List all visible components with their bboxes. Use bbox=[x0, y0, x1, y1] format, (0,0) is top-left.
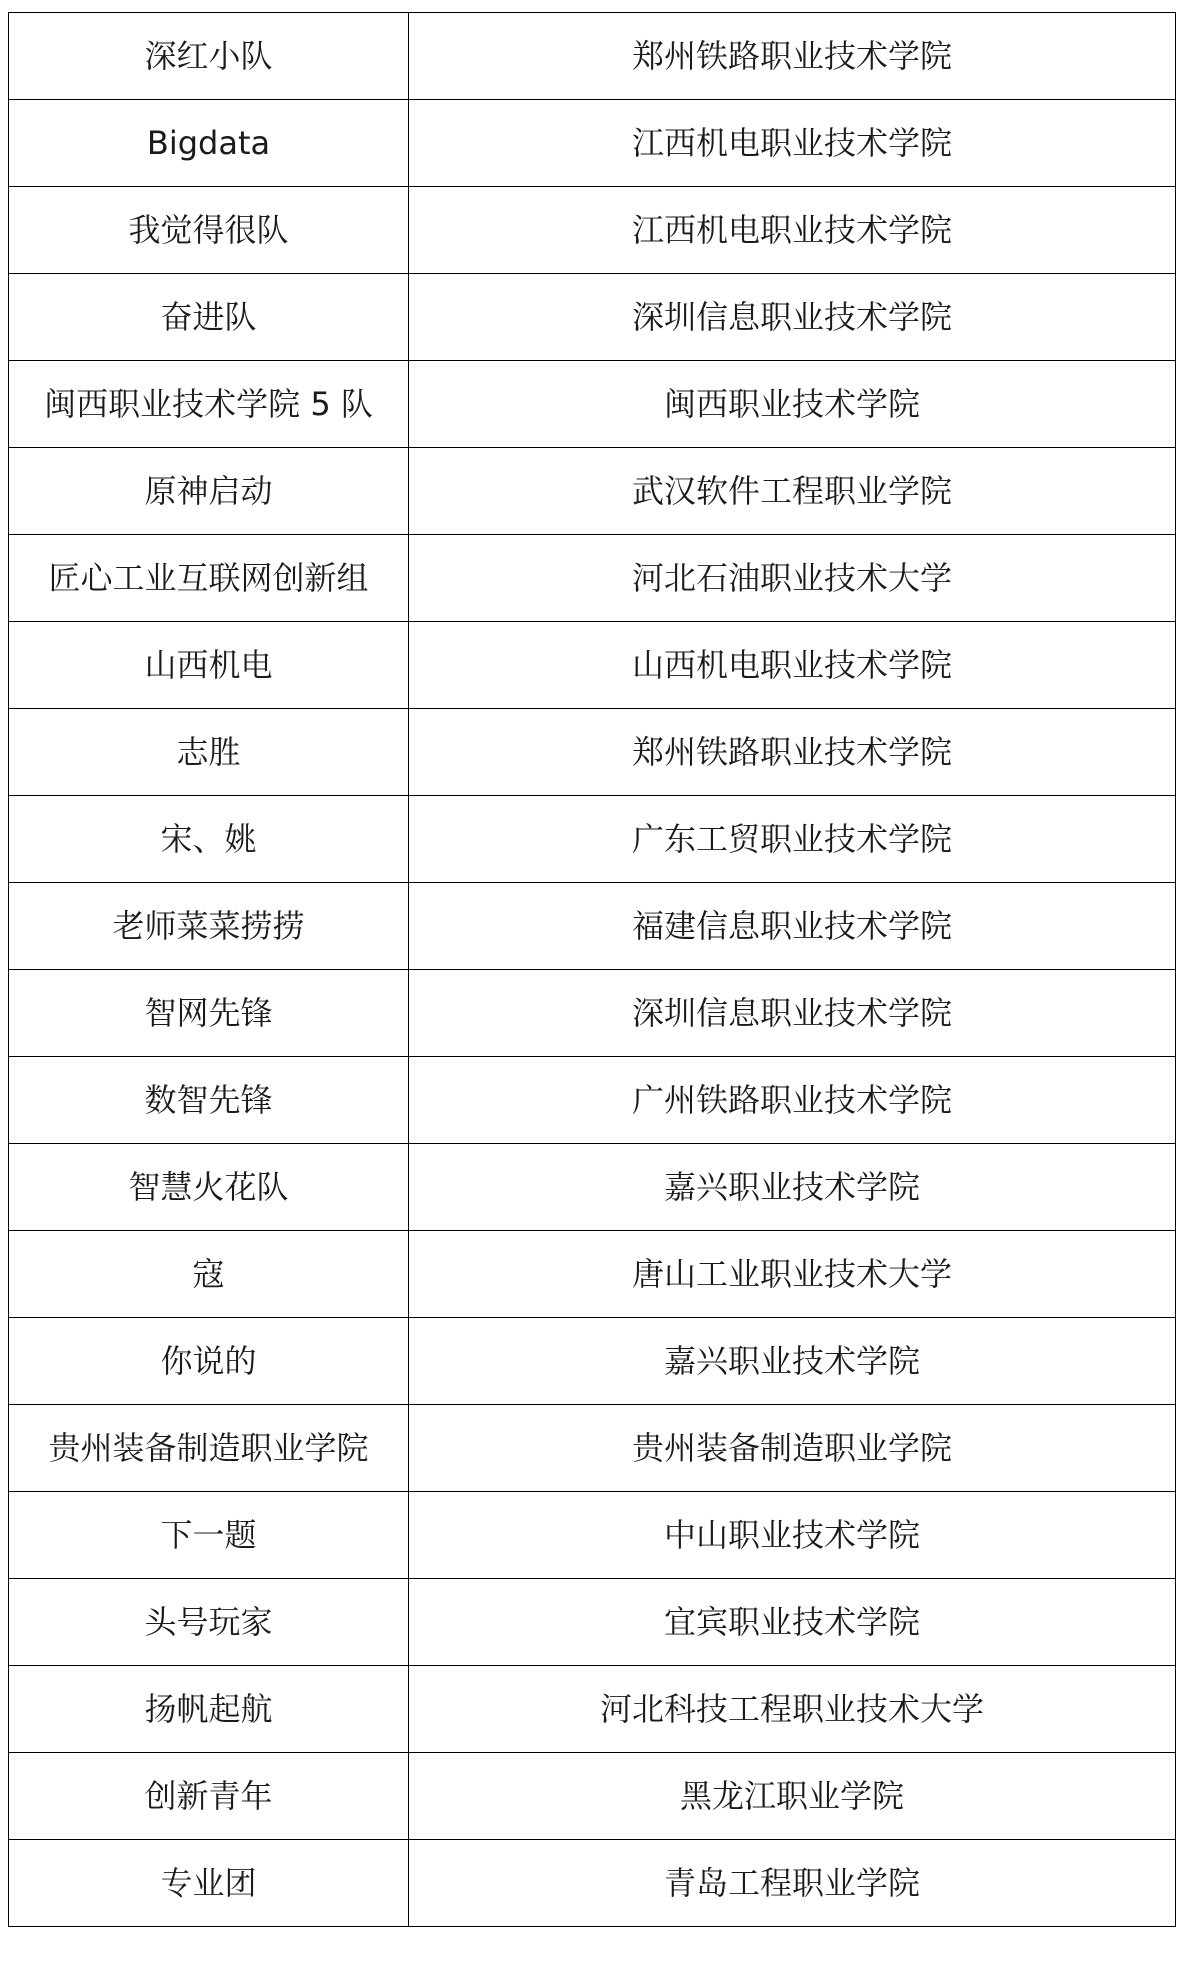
school-name-cell: 郑州铁路职业技术学院 bbox=[409, 709, 1176, 796]
team-name-cell: 数智先锋 bbox=[9, 1057, 409, 1144]
table-row bbox=[9, 622, 1176, 709]
team-name-cell: 寇 bbox=[9, 1231, 409, 1318]
school-name-cell: 福建信息职业技术学院 bbox=[409, 883, 1176, 970]
table-row bbox=[9, 535, 1176, 622]
table-row bbox=[9, 1318, 1176, 1405]
team-name-cell: 创新青年 bbox=[9, 1753, 409, 1840]
team-name-cell: 贵州装备制造职业学院 bbox=[9, 1405, 409, 1492]
table-row bbox=[9, 1231, 1176, 1318]
table-row bbox=[9, 1579, 1176, 1666]
table-row bbox=[9, 1405, 1176, 1492]
team-name-cell: 我觉得很队 bbox=[9, 187, 409, 274]
table-row bbox=[9, 883, 1176, 970]
team-name-cell: 原神启动 bbox=[9, 448, 409, 535]
school-name-cell: 广东工贸职业技术学院 bbox=[409, 796, 1176, 883]
team-name-cell: 扬帆起航 bbox=[9, 1666, 409, 1753]
school-name-cell: 武汉软件工程职业学院 bbox=[409, 448, 1176, 535]
team-name-cell: 山西机电 bbox=[9, 622, 409, 709]
table-row bbox=[9, 1144, 1176, 1231]
school-name-cell: 嘉兴职业技术学院 bbox=[409, 1318, 1176, 1405]
school-name-cell: 宜宾职业技术学院 bbox=[409, 1579, 1176, 1666]
school-name-cell: 贵州装备制造职业学院 bbox=[409, 1405, 1176, 1492]
table-row bbox=[9, 187, 1176, 274]
team-name-cell: 老师菜菜捞捞 bbox=[9, 883, 409, 970]
team-name-cell: 奋进队 bbox=[9, 274, 409, 361]
table-row bbox=[9, 1753, 1176, 1840]
team-name-cell: 宋、姚 bbox=[9, 796, 409, 883]
school-name-cell: 嘉兴职业技术学院 bbox=[409, 1144, 1176, 1231]
team-name-cell: 下一题 bbox=[9, 1492, 409, 1579]
table-row bbox=[9, 709, 1176, 796]
school-name-cell: 深圳信息职业技术学院 bbox=[409, 970, 1176, 1057]
team-name-cell: 智慧火花队 bbox=[9, 1144, 409, 1231]
table-row bbox=[9, 13, 1176, 100]
school-name-cell: 山西机电职业技术学院 bbox=[409, 622, 1176, 709]
table-row bbox=[9, 361, 1176, 448]
school-name-cell: 河北石油职业技术大学 bbox=[409, 535, 1176, 622]
team-name-cell: 专业团 bbox=[9, 1840, 409, 1927]
team-name-cell: 匠心工业互联网创新组 bbox=[9, 535, 409, 622]
team-name-cell: Bigdata bbox=[9, 100, 409, 187]
table-row bbox=[9, 100, 1176, 187]
table-row bbox=[9, 1057, 1176, 1144]
school-name-cell: 闽西职业技术学院 bbox=[409, 361, 1176, 448]
school-name-cell: 河北科技工程职业技术大学 bbox=[409, 1666, 1176, 1753]
team-name-cell: 闽西职业技术学院 5 队 bbox=[9, 361, 409, 448]
school-name-cell: 中山职业技术学院 bbox=[409, 1492, 1176, 1579]
table-row bbox=[9, 796, 1176, 883]
school-name-cell: 唐山工业职业技术大学 bbox=[409, 1231, 1176, 1318]
table-row bbox=[9, 1666, 1176, 1753]
table-row bbox=[9, 1492, 1176, 1579]
table-body bbox=[9, 13, 1176, 1927]
school-name-cell: 青岛工程职业学院 bbox=[409, 1840, 1176, 1927]
team-name-cell: 志胜 bbox=[9, 709, 409, 796]
team-name-cell: 你说的 bbox=[9, 1318, 409, 1405]
table-row bbox=[9, 274, 1176, 361]
team-name-cell: 智网先锋 bbox=[9, 970, 409, 1057]
team-name-cell: 深红小队 bbox=[9, 13, 409, 100]
table-row bbox=[9, 970, 1176, 1057]
school-name-cell: 深圳信息职业技术学院 bbox=[409, 274, 1176, 361]
school-name-cell: 郑州铁路职业技术学院 bbox=[409, 13, 1176, 100]
team-school-table bbox=[8, 12, 1176, 1927]
table-row bbox=[9, 448, 1176, 535]
school-name-cell: 江西机电职业技术学院 bbox=[409, 100, 1176, 187]
school-name-cell: 江西机电职业技术学院 bbox=[409, 187, 1176, 274]
table-row bbox=[9, 1840, 1176, 1927]
school-name-cell: 黑龙江职业学院 bbox=[409, 1753, 1176, 1840]
team-name-cell: 头号玩家 bbox=[9, 1579, 409, 1666]
school-name-cell: 广州铁路职业技术学院 bbox=[409, 1057, 1176, 1144]
